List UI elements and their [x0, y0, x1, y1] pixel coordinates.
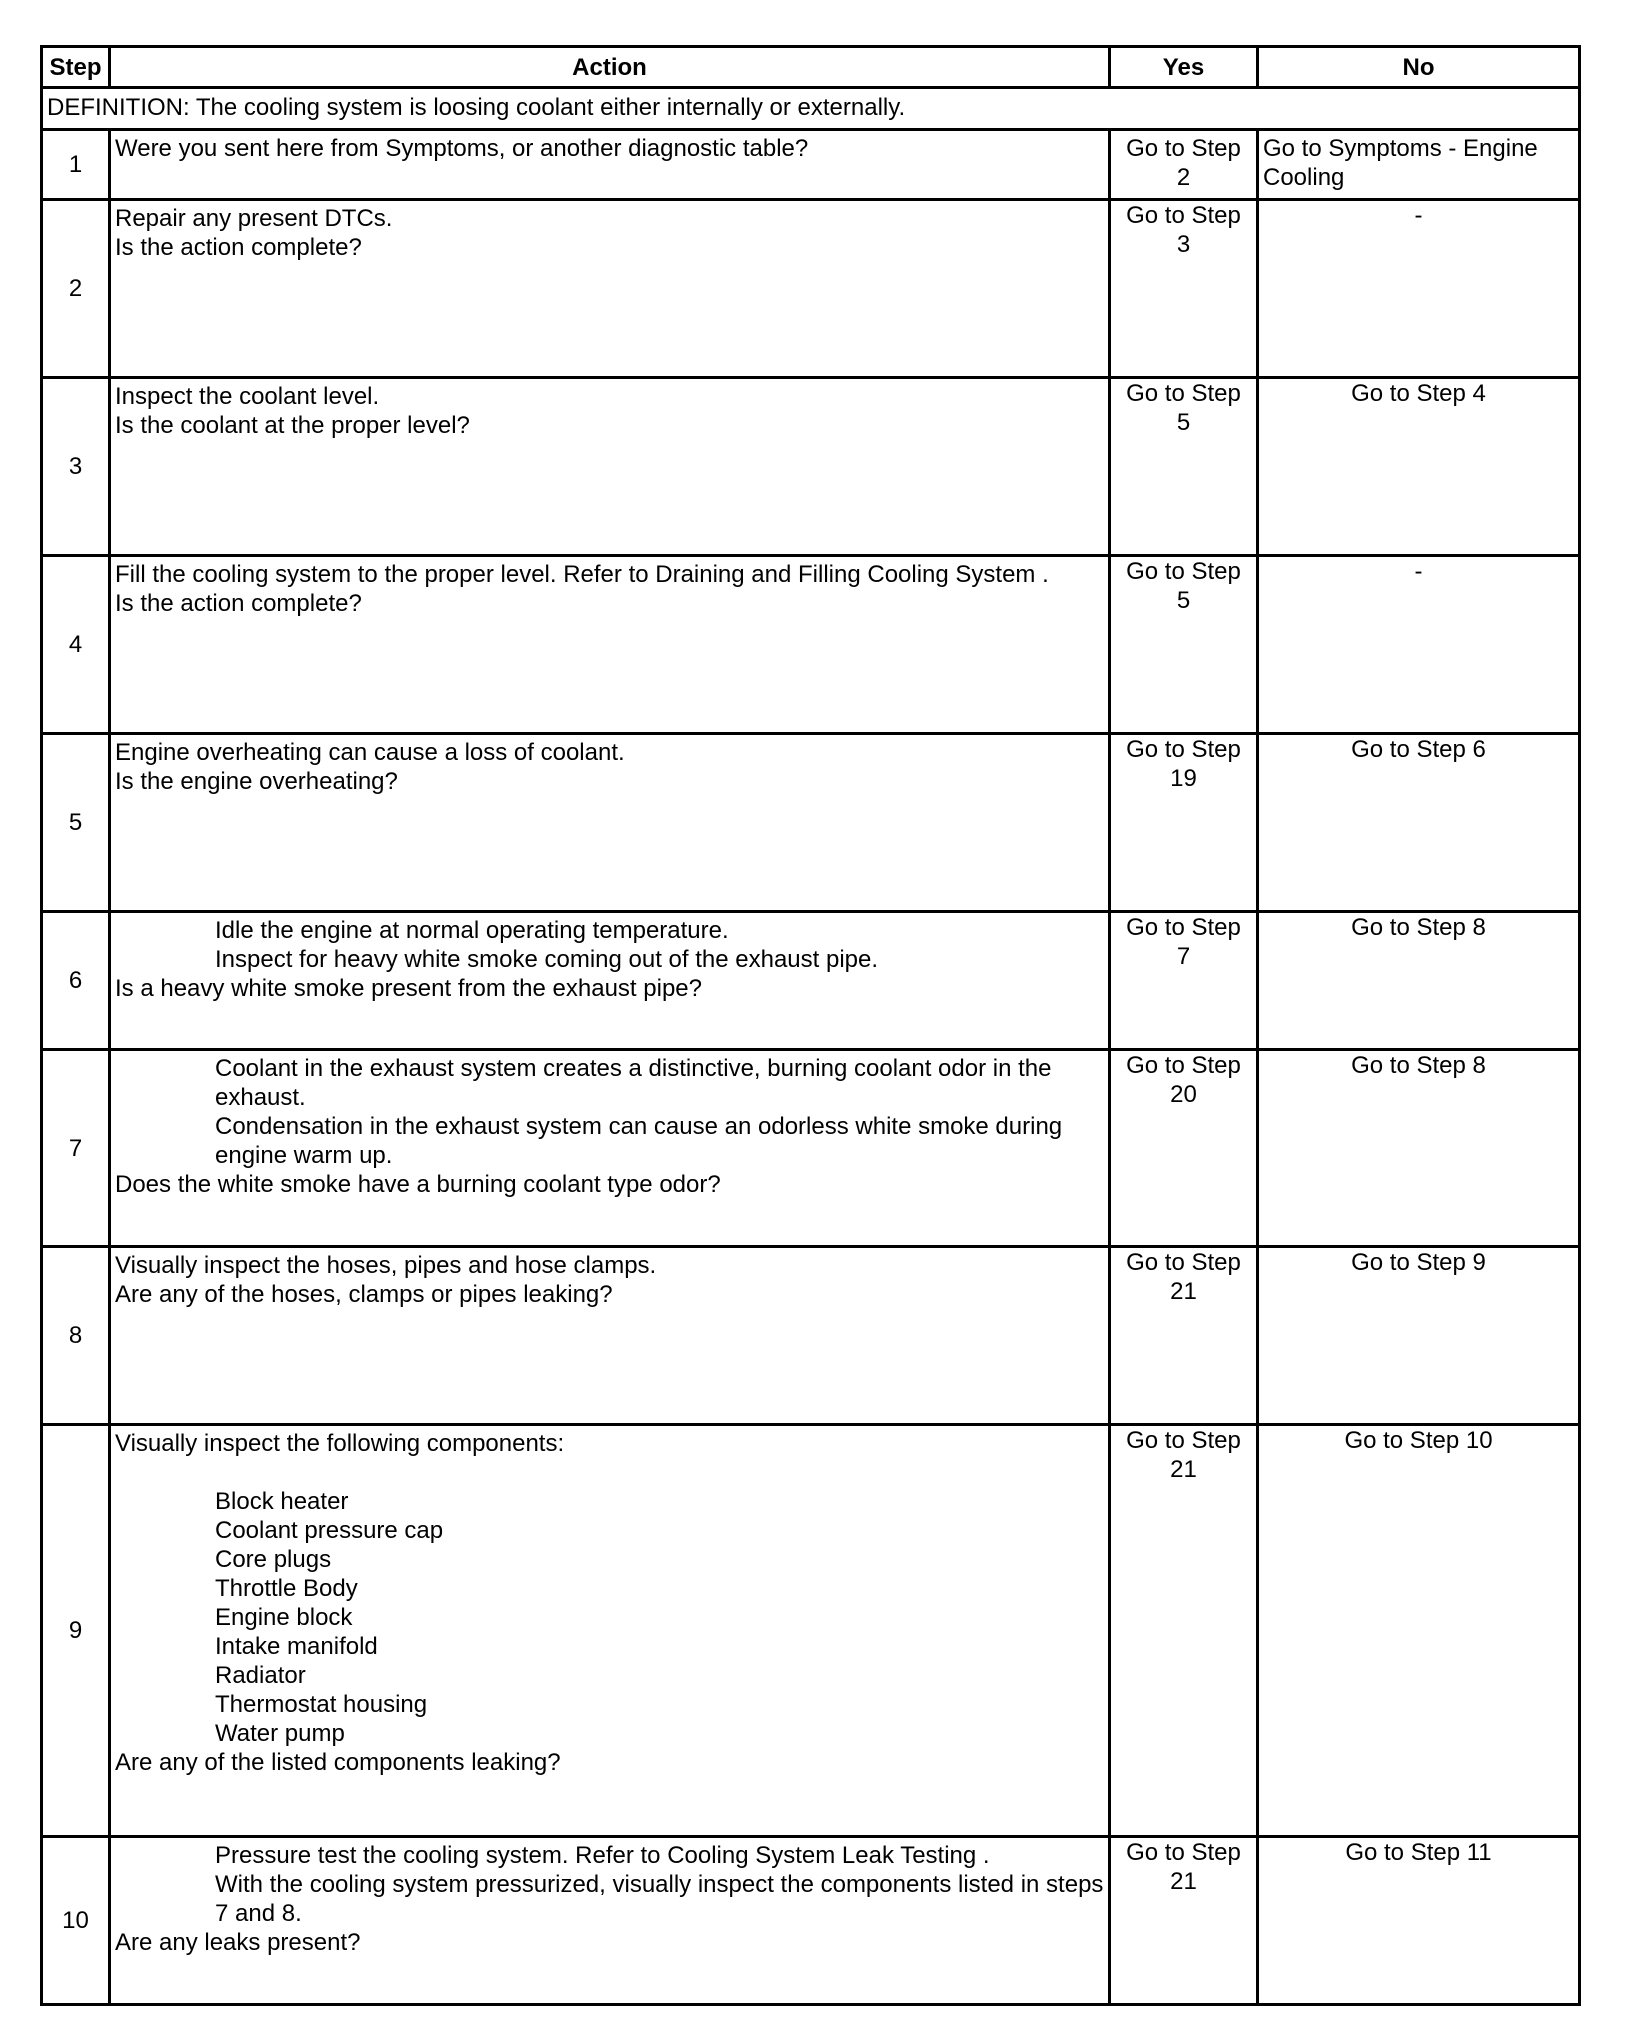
- yes-label: Go to Step: [1126, 736, 1241, 763]
- table-row: [42, 200, 1580, 378]
- list-item: Radiator: [215, 1662, 306, 1689]
- yes-cell: [1110, 912, 1258, 1050]
- no-text: -: [1414, 202, 1423, 229]
- table-row: [42, 1425, 1580, 1837]
- yes-cell: [1110, 130, 1258, 200]
- action-question: Is the coolant at the proper level?: [115, 412, 470, 439]
- action-text: Condensation in the exhaust system can cause an odorless white smoke during engine warm up.: [215, 1113, 1063, 1169]
- action-cell: [110, 200, 1110, 378]
- list-item: Thermostat housing: [215, 1691, 428, 1718]
- no-text: Go to Step 6: [1351, 736, 1486, 763]
- action-text: Were you sent here from Symptoms, or another diagnostic table?: [115, 135, 809, 162]
- table-row: [42, 734, 1580, 912]
- yes-step: 21: [1170, 1868, 1197, 1895]
- table-row: [42, 912, 1580, 1050]
- action-cell: [110, 1050, 1110, 1247]
- no-cell: [1258, 1837, 1580, 2005]
- table-row: [42, 1247, 1580, 1425]
- header-action: Action: [110, 47, 1110, 88]
- action-text: Fill the cooling system to the proper level. Refer to Draining and Filling Cooling System .: [115, 561, 1049, 588]
- step-number: 9: [42, 1425, 110, 1837]
- step-number: 8: [42, 1247, 110, 1425]
- action-question: Is the engine overheating?: [115, 768, 398, 795]
- step-number: 5: [42, 734, 110, 912]
- action-cell: [110, 1837, 1110, 2005]
- yes-cell: [1110, 378, 1258, 556]
- yes-label: Go to Step: [1126, 1427, 1241, 1454]
- no-cell: [1258, 1425, 1580, 1837]
- list-item: Intake manifold: [215, 1633, 378, 1660]
- yes-step: 3: [1176, 231, 1191, 258]
- action-cell: [110, 734, 1110, 912]
- list-item: Block heater: [215, 1488, 349, 1515]
- yes-cell: [1110, 1425, 1258, 1837]
- yes-step: 5: [1176, 409, 1191, 436]
- list-item: Throttle Body: [215, 1575, 358, 1602]
- yes-step: 19: [1170, 765, 1197, 792]
- no-cell: [1258, 912, 1580, 1050]
- no-text: Go to Step 11: [1345, 1839, 1492, 1866]
- list-item: Water pump: [215, 1720, 345, 1747]
- action-text: Coolant in the exhaust system creates a distinctive, burning coolant odor in the exhaust.: [215, 1055, 1052, 1111]
- header-step: Step: [42, 47, 110, 88]
- yes-cell: [1110, 1050, 1258, 1247]
- table-row: [42, 1050, 1580, 1247]
- header-no: No: [1258, 47, 1580, 88]
- action-question: Are any of the hoses, clamps or pipes leaking?: [115, 1281, 613, 1308]
- action-question: Are any of the listed components leaking?: [115, 1749, 561, 1776]
- yes-cell: [1110, 1837, 1258, 2005]
- no-text: -: [1414, 558, 1423, 585]
- action-cell: [110, 912, 1110, 1050]
- action-text: Pressure test the cooling system. Refer to Cooling System Leak Testing .: [215, 1842, 990, 1869]
- step-number: 1: [42, 130, 110, 200]
- table-row: [42, 556, 1580, 734]
- yes-label: Go to Step: [1126, 1839, 1241, 1866]
- definition-text: DEFINITION: The cooling system is loosing coolant either internally or externally.: [42, 88, 1580, 130]
- action-question: Is the action complete?: [115, 590, 362, 617]
- action-question: Does the white smoke have a burning coolant type odor?: [115, 1171, 721, 1198]
- no-cell: [1258, 1247, 1580, 1425]
- table-row: [42, 130, 1580, 200]
- list-item: Coolant pressure cap: [215, 1517, 444, 1544]
- action-text: Idle the engine at normal operating temperature.: [215, 917, 729, 944]
- yes-label: Go to Step: [1126, 558, 1241, 585]
- no-cell: [1258, 1050, 1580, 1247]
- step-number: 6: [42, 912, 110, 1050]
- action-text: Inspect for heavy white smoke coming out of the exhaust pipe.: [215, 946, 879, 973]
- table-header-row: [42, 47, 1580, 88]
- yes-step: 21: [1170, 1456, 1197, 1483]
- list-item: Core plugs: [215, 1546, 332, 1573]
- action-text: Engine overheating can cause a loss of coolant.: [115, 739, 625, 766]
- action-question: Is a heavy white smoke present from the exhaust pipe?: [115, 975, 702, 1002]
- action-cell: [110, 378, 1110, 556]
- component-list: [115, 1487, 1104, 1748]
- yes-step: 2: [1176, 164, 1191, 191]
- step-number: 7: [42, 1050, 110, 1247]
- step-number: 4: [42, 556, 110, 734]
- no-cell: [1258, 200, 1580, 378]
- yes-label: Go to Step: [1126, 202, 1241, 229]
- action-cell: [110, 1425, 1110, 1837]
- action-text: Inspect the coolant level.: [115, 383, 380, 410]
- no-text: Go to Step 8: [1351, 914, 1486, 941]
- no-cell: [1258, 556, 1580, 734]
- action-text: With the cooling system pressurized, visually inspect the components listed in steps 7 and 8.: [215, 1871, 1104, 1927]
- header-yes: Yes: [1110, 47, 1258, 88]
- yes-label: Go to Step: [1126, 135, 1241, 162]
- step-number: 2: [42, 200, 110, 378]
- action-cell: [110, 556, 1110, 734]
- no-text: Go to Step 10: [1344, 1427, 1493, 1454]
- yes-cell: [1110, 1247, 1258, 1425]
- yes-label: Go to Step: [1126, 1052, 1241, 1079]
- action-text: Visually inspect the hoses, pipes and hose clamps.: [115, 1252, 657, 1279]
- yes-step: 20: [1170, 1081, 1197, 1108]
- action-text: Repair any present DTCs.: [115, 205, 393, 232]
- list-item: Engine block: [215, 1604, 353, 1631]
- step-number: 10: [42, 1837, 110, 2005]
- action-question: Are any leaks present?: [115, 1929, 361, 1956]
- yes-cell: [1110, 734, 1258, 912]
- yes-label: Go to Step: [1126, 914, 1241, 941]
- yes-label: Go to Step: [1126, 1249, 1241, 1276]
- action-cell: [110, 130, 1110, 200]
- no-cell: [1258, 734, 1580, 912]
- yes-step: 21: [1170, 1278, 1197, 1305]
- no-cell: [1258, 378, 1580, 556]
- diagnostic-table: [40, 45, 1581, 2006]
- yes-cell: [1110, 556, 1258, 734]
- no-text: Go to Step 8: [1351, 1052, 1486, 1079]
- yes-step: 7: [1176, 943, 1191, 970]
- no-text: Go to Symptoms - Engine Cooling: [1263, 135, 1538, 191]
- yes-step: 5: [1176, 587, 1191, 614]
- no-text: Go to Step 9: [1351, 1249, 1486, 1276]
- table-row: [42, 1837, 1580, 2005]
- definition-row: [42, 88, 1580, 130]
- step-number: 3: [42, 378, 110, 556]
- action-question: Is the action complete?: [115, 234, 362, 261]
- yes-cell: [1110, 200, 1258, 378]
- action-text: Visually inspect the following components:: [115, 1430, 565, 1457]
- action-cell: [110, 1247, 1110, 1425]
- no-text: Go to Step 4: [1351, 380, 1486, 407]
- no-cell: [1258, 130, 1580, 200]
- yes-label: Go to Step: [1126, 380, 1241, 407]
- table-row: [42, 378, 1580, 556]
